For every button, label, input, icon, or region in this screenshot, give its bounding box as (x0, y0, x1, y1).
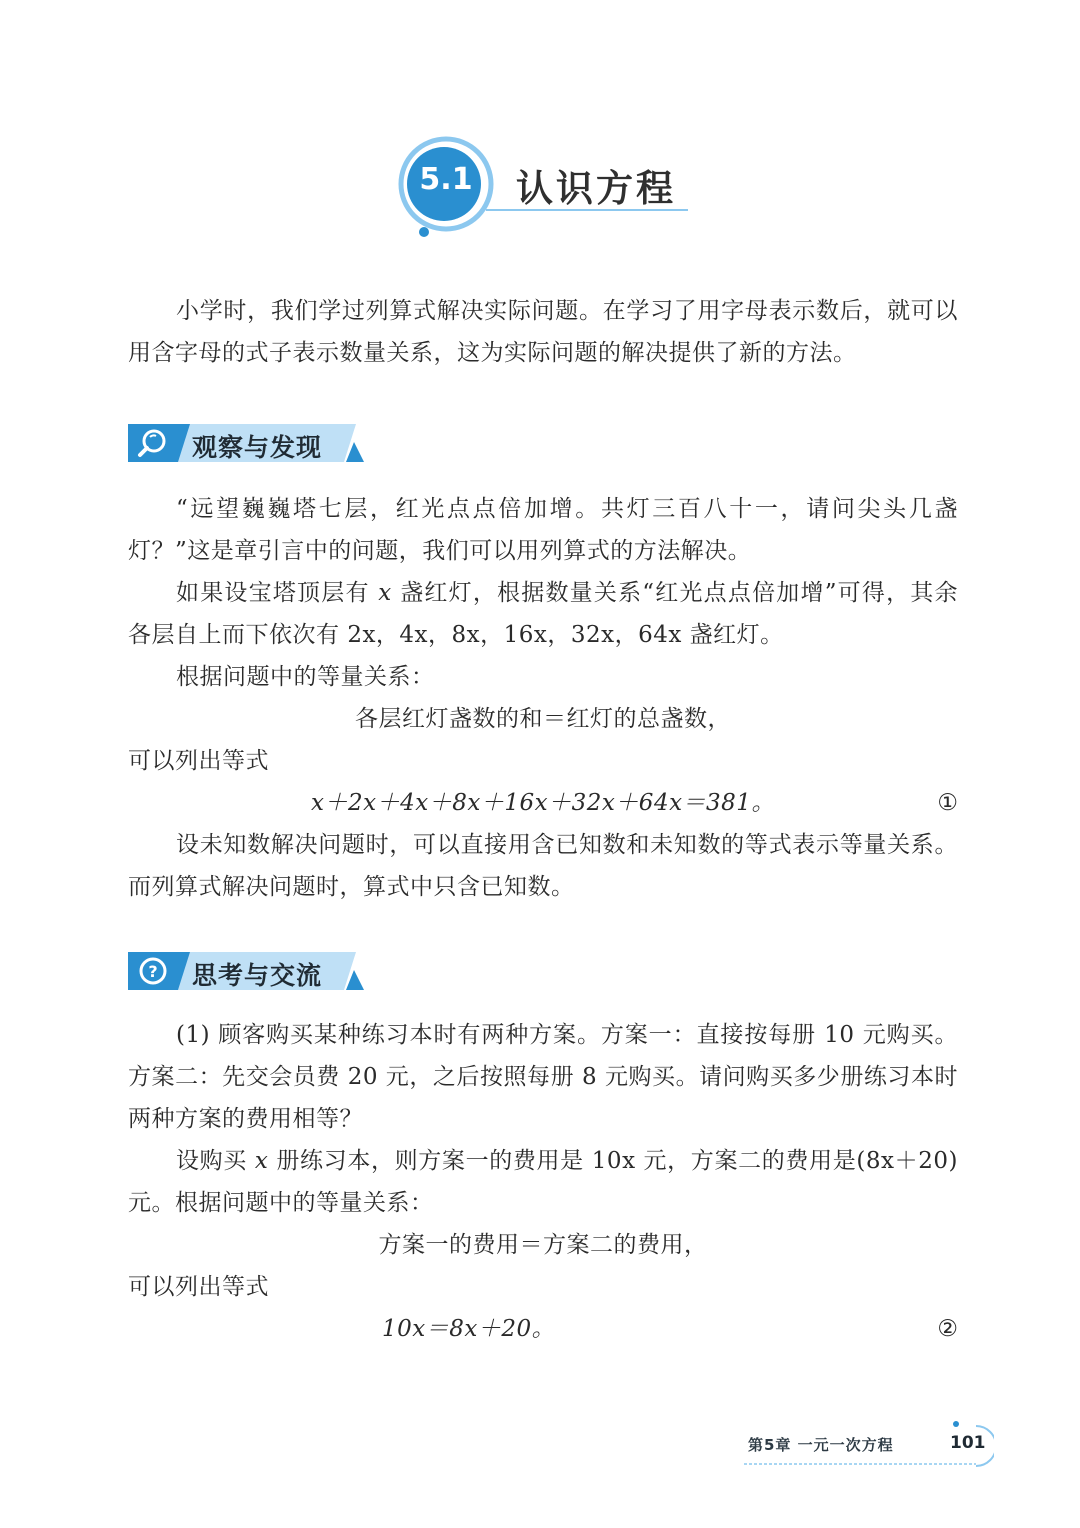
magnifier-icon (132, 424, 182, 462)
solution-text-d: 元。根据问题中的等量关系： (128, 1190, 434, 1216)
relation-statement: 各层红灯盏数的和＝红灯的总盏数， (355, 706, 731, 732)
footer-chapter: 第5章 一元一次方程 (748, 1436, 894, 1454)
relation-statement-2: 方案一的费用＝方案二的费用， (378, 1232, 708, 1258)
assumption-paragraph (128, 572, 958, 656)
equation-2: 10x＝8x＋20。 (382, 1316, 556, 1342)
assumption-text-a: 如果设宝塔顶层有 (176, 580, 379, 606)
section-title: 认识方程 (516, 167, 676, 210)
equation-1: x＋2x＋4x＋8x＋16x＋32x＋64x＝381。 (311, 790, 775, 816)
variable-x-2: x (254, 1148, 269, 1174)
variable-x: x (378, 580, 392, 606)
svg-text:?: ? (148, 962, 158, 981)
think-label: 思考与交流 (192, 961, 323, 990)
observe-banner (128, 424, 368, 462)
observe-label: 观察与发现 (192, 433, 323, 462)
assumption-text-b: 盏红灯，根据数量关系“红光点点倍加增”可得，其余各层自上而下依次有 (128, 580, 958, 648)
intro-paragraph: 小学时，我们学过列算式解决实际问题。在学习了用字母表示数后，就可以用含字母的式子表示数量关系，这为实际问题的解决提供了新的方法。 (128, 298, 958, 366)
solution-paragraph (128, 1140, 958, 1224)
section-header (396, 132, 696, 242)
question-icon (132, 952, 182, 990)
think-banner (128, 952, 368, 990)
equation-1-mark: ① (937, 790, 958, 816)
section-number: 5.1 (419, 162, 473, 197)
cost-expression-2: (8x＋20) (856, 1148, 958, 1174)
problem-paragraph: (1) 顾客购买某种练习本时有两种方案。方案一：直接按每册 10 元购买。方案二：先交会员费 20 元，之后按照每册 8 元购买。请问购买多少册练习本时两种方案的费用相等？ (128, 1022, 958, 1132)
equation-lead-2: 可以列出等式 (128, 1274, 269, 1300)
terms-list: 2x，4x，8x，16x，32x，64x (347, 622, 682, 648)
equation-2-mark: ② (937, 1316, 958, 1342)
cost-expression-1: 10x (591, 1148, 636, 1174)
relation-intro: 根据问题中的等量关系： (176, 664, 435, 690)
solution-text-b: 册练习本，则方案一的费用是 (268, 1148, 592, 1174)
solution-text-a: 设购买 (176, 1148, 255, 1174)
poem-paragraph: “远望巍巍塔七层，红光点点倍加增。共灯三百八十一，请问尖头几盏灯？”这是章引言中的问题，我们可以用列算式的方法解决。 (128, 496, 958, 564)
equation-lead: 可以列出等式 (128, 748, 269, 774)
conclusion-paragraph: 设未知数解决问题时，可以直接用含已知数和未知数的等式表示等量关系。而列算式解决问题时，算式中只含已知数。 (128, 832, 958, 900)
solution-text-c: 元，方案二的费用是 (635, 1148, 857, 1174)
page-number: 101 (950, 1433, 986, 1453)
assumption-text-c: 盏红灯。 (681, 622, 784, 648)
page-footer (744, 1420, 994, 1470)
